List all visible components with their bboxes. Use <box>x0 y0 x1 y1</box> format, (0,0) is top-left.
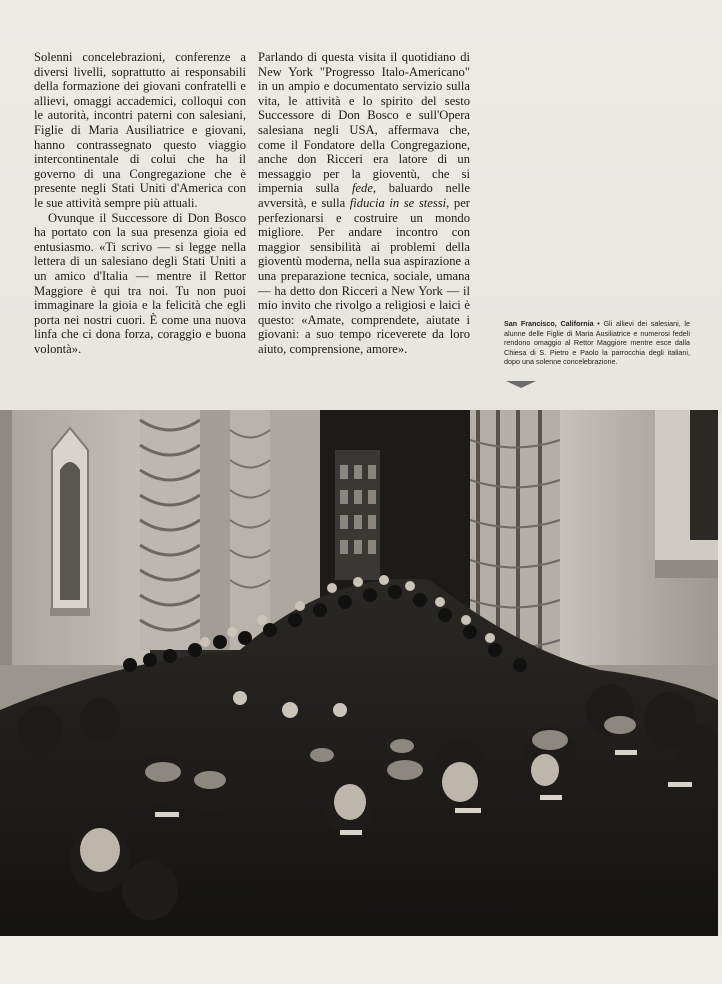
article-column-2 <box>258 50 470 356</box>
italic-text: fede <box>351 181 373 196</box>
caption-title: San Francisco, California <box>504 319 594 328</box>
photo-caption <box>504 319 690 367</box>
crowd-outside-church-photo <box>0 410 718 936</box>
caption-separator: • <box>593 319 604 328</box>
text-run: Parlando di questa visita il quotidiano di New York "Progresso Italo-Americano" in un ampio e documentato servizio sulla vita, le attività e lo spirito del sesto Successore di Don Bosco e sull'Opera salesiana negli USA, affermava che, come il Fondatore della Congregazione, anche don Ricceri era latore di un messaggio per la gioventù, che si impernia sulla <box>258 50 470 196</box>
article-column-1 <box>34 50 246 356</box>
caption-text: Gli allievi dei salesiani, le alunne delle Figlie di Maria Ausiliatrice e numerosi fedeli rendono omaggio al Rettor Maggiore mentre esce dalla Chiesa di S. Pietro e Paolo la parrocchia degli italiani, dopo una solenne concelebrazione. <box>504 319 690 367</box>
text-run: , per perfezionarsi e costruire un mondo migliore. Per andare incontro con maggior sensibilità ai problemi della gioventù moderna, nella sua aspirazione a una preparazione tecnica, sociale, umana — ha detto don Ricceri a New York — il mio invito che rivolgo a religiosi e laici è questo: «Amate, comprendete, aiutate i giovani: a suo tempo riceverete da loro aiuto, comprensione, amore». <box>258 195 470 356</box>
paragraph: Ovunque il Successore di Don Bosco ha portato con la sua presenza gioia ed entusiasmo. «Ti scrivo — si legge nella lettera di un salesiano degli Stati Uniti a un amico d'Italia — mentre il Rettor Maggiore è qui tra noi. Tu non puoi immaginare la gioia e la felicità che egli porta nei nostri cuori. È come una nuova linfa che ci dona forza, coraggio e buona volontà». <box>34 210 246 356</box>
paragraph: Solenni concelebrazioni, conferenze a diversi livelli, soprattutto ai responsabili della formazione dei giovani confratelli e allievi, omaggi accademici, colloqui con le autorità, incontri paterni con salesiani, Figlie di Maria Ausiliatrice e giovani, hanno contrassegnato questo viaggio intercontinentale di colui che ha il governo di una Congregazione che è presente negli Stati Uniti d'America con le sue attività sempre più attuali. <box>34 50 246 210</box>
caption-pointer-icon <box>506 381 536 388</box>
text-run: , baluardo nelle avversità, e sulla <box>258 181 471 210</box>
page-bottom-margin <box>0 936 722 984</box>
paragraph <box>258 50 470 356</box>
italic-text: fiducia in se stessi <box>349 195 447 210</box>
photo-illustration <box>0 410 718 936</box>
